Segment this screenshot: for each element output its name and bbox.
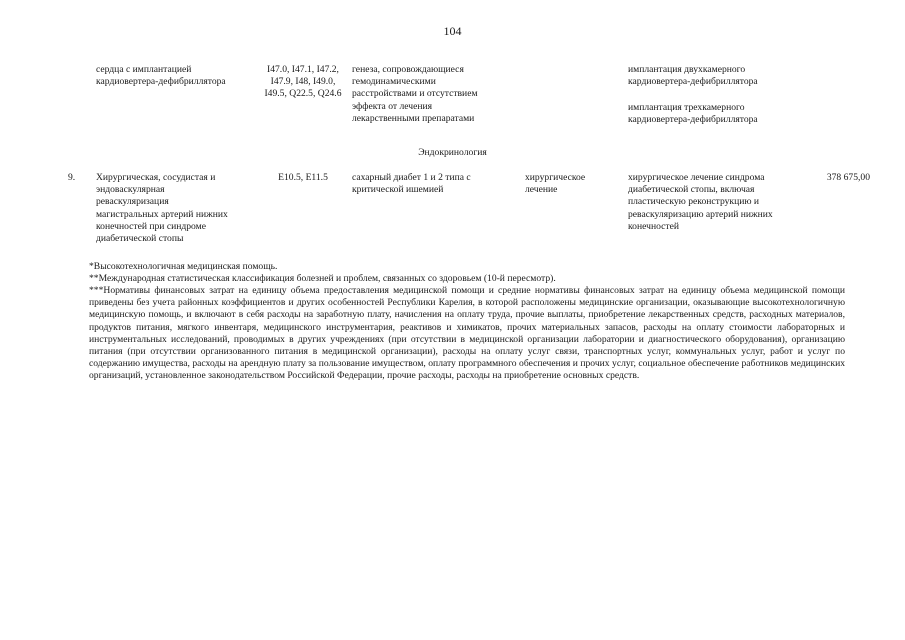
row-method-cell-2: имплантация трехкамерного кардиовертера-дефибриллятора [628,102,758,126]
row-model-cell: сахарный диабет 1 и 2 типа с критической ишемией [352,172,471,196]
row-codes-cell: I47.0, I47.1, I47.2, I47.9, I48, I49.0, I49.5, Q22.5, Q24.6 [264,64,342,100]
row-name-cell: сердца с имплантацией кардиовертера-дефибриллятора [96,64,226,88]
section-title: Эндокринология [418,147,487,158]
row-number-cell: 9. [68,172,76,183]
footnote-1: *Высокотехнологичная медицинская помощь. [89,261,278,272]
row-treatment-cell: хирургическое лечение [525,172,586,196]
row-name-cell: Хирургическая, сосудистая и эндоваскулярная реваскуляризация магистральных артерий нижних конечностей при синдроме диабетической стопы [96,172,228,245]
row-price-cell: 378 675,00 [826,172,870,183]
footnote-3-text: ***Нормативы финансовых затрат на единицу объема предоставления медицинской помощи и средние нормативы финансовых затрат на единицу объема медицинской помощи приведены без учета районных коэффициентов и других особенностей Республики Карелия, в которой расположены медицинские организации, оказывающие высокотехнологичную медицинскую помощь, и включают в себя расходы на заработную плату, начисления на оплату труда, прочие выплаты, приобретение лекарственных средств, расходных материалов, продуктов питания, мягкого инвентаря, медицинского инструментария, реактивов и химикатов, прочих материальных запасов, расходы на оплату стоимости лабораторных и инструментальных исследований, проводимых в других учреждениях (при отсутствии в медицинской организации лаборатории и диагностического оборудования), организацию питания (при отсутствии организованного питания в медицинской организации), расходы на оплату услуг связи, транспортных услуг, коммунальных услуг, работ и услуг по содержанию имущества, расходы на арендную плату за пользование имуществом, оплату программного обеспечения и прочих услуг, социальное обеспечение работников медицинских организаций, установленное законодательством Российской Федерации, прочие расходы, расходы на приобретение основных средств. [89,285,845,382]
footnote-2: **Международная статистическая классификация болезней и проблем, связанных со здоровьем (10-й пересмотр). [89,273,556,284]
row-method-cell-1: имплантация двухкамерного кардиовертера-дефибриллятора [628,64,758,88]
row-model-cell: генеза, сопровождающиеся гемодинамическими расстройствами и отсутствием эффекта от лечения лекарственными препаратами [352,64,478,124]
page-number: 104 [443,24,462,38]
row-codes-cell: E10.5, E11.5 [278,172,328,183]
row-method-cell: хирургическое лечение синдрома диабетической стопы, включая пластическую реконструкцию и реваскуляризацию артерий нижних конечностей [628,172,773,232]
footnote-3 [89,285,845,383]
